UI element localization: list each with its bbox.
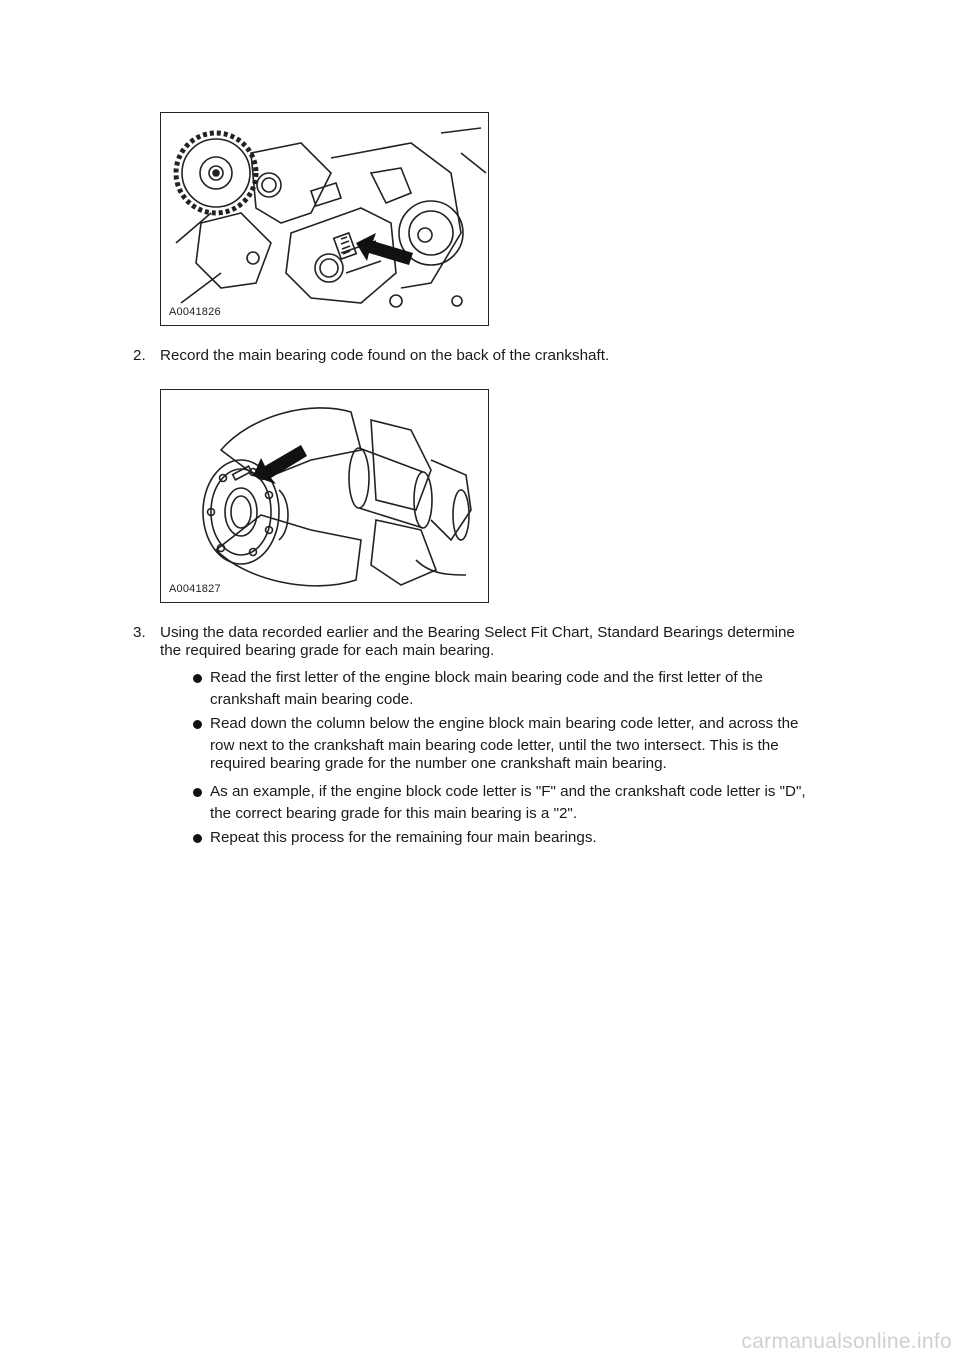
bullet-icon [193, 720, 202, 729]
bullet-icon [193, 788, 202, 797]
bullet-icon [193, 674, 202, 683]
step-text-line: the required bearing grade for each main bearing. [160, 642, 495, 659]
bullet-text-line: As an example, if the engine block code letter is "F" and the crankshaft code letter is "D", [210, 783, 806, 800]
step-text: Record the main bearing code found on the back of the crankshaft. [160, 347, 610, 364]
bullet-text-line: row next to the crankshaft main bearing code letter, until the two intersect. This is the [210, 737, 779, 754]
bullet-text-line: Read the first letter of the engine block main bearing code and the first letter of the [210, 669, 763, 686]
step-text [160, 624, 860, 660]
figure-label: A0041826 [169, 306, 221, 318]
step-number: 3. [133, 624, 146, 641]
engine-block-figure [160, 112, 489, 326]
bullet-text-line: the correct bearing grade for this main bearing is a "2". [210, 805, 578, 822]
crankshaft-illustration [161, 390, 488, 602]
step-number: 2. [133, 347, 146, 364]
bullet-text-line: crankshaft main bearing code. [210, 691, 414, 708]
figure-label: A0041827 [169, 583, 221, 595]
step-text-line: Using the data recorded earlier and the Bearing Select Fit Chart, Standard Bearings determine [160, 624, 795, 641]
engine-block-illustration [161, 113, 488, 325]
watermark: carmanualsonline.info [741, 1330, 952, 1353]
bullet-text-line: required bearing grade for the number one crankshaft main bearing. [210, 755, 667, 772]
bullet-icon [193, 834, 202, 843]
bullet-text-line: Repeat this process for the remaining four main bearings. [210, 829, 597, 846]
bullet-text-line: Read down the column below the engine block main bearing code letter, and across the [210, 715, 799, 732]
crankshaft-figure [160, 389, 489, 603]
